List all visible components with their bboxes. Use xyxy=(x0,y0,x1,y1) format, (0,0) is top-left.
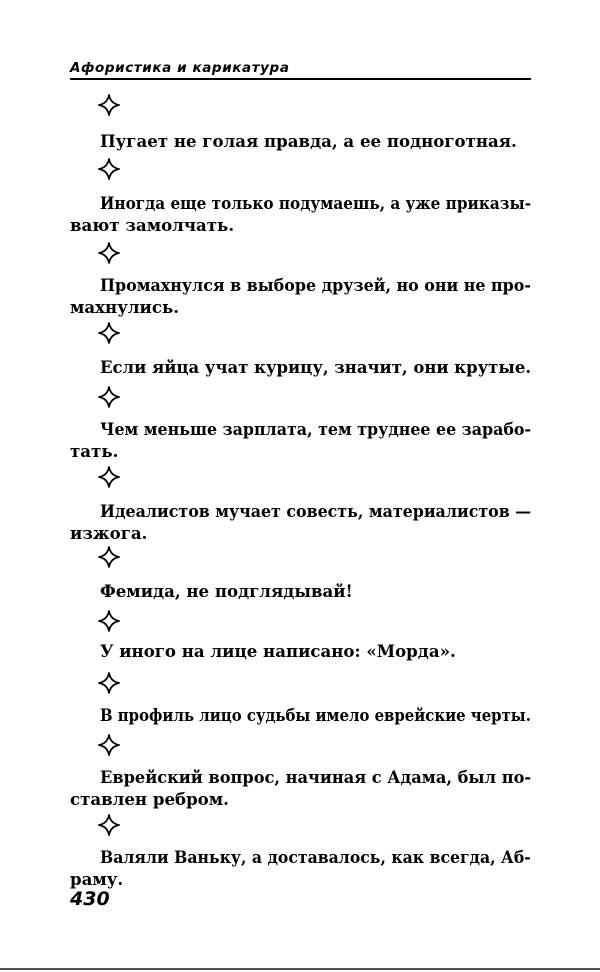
four-point-star-icon xyxy=(98,814,120,836)
four-point-star-icon xyxy=(98,672,120,694)
aphorism-3 xyxy=(70,274,531,318)
aphorism-line: вают замолчать. xyxy=(70,215,235,235)
aphorism-9 xyxy=(100,704,531,726)
aphorism-4 xyxy=(100,356,531,378)
four-point-star-icon xyxy=(98,94,120,116)
four-point-star-icon xyxy=(98,734,120,756)
four-point-star-icon xyxy=(98,386,120,408)
aphorism-line: Промахнулся в выборе друзей, но они не про- xyxy=(100,275,531,295)
aphorism-5 xyxy=(70,418,532,462)
four-point-star-icon xyxy=(98,242,120,264)
header-title: Афористика и карикатура xyxy=(70,60,290,76)
aphorism-line: тать. xyxy=(70,441,119,461)
aphorism-11 xyxy=(70,846,531,890)
four-point-star-icon xyxy=(98,610,120,632)
aphorism-line: Валяли Ваньку, а доставалось, как всегда, Аб- xyxy=(100,847,531,867)
aphorism-line: Еврейский вопрос, начиная с Адама, был по- xyxy=(100,767,532,787)
aphorism-line: изжога. xyxy=(70,523,148,543)
aphorism-2 xyxy=(70,192,532,236)
aphorism-line: ставлен ребром. xyxy=(70,789,229,809)
four-point-star-icon xyxy=(98,466,120,488)
aphorism-line: Иногда еще только подумаешь, а уже приказы- xyxy=(100,193,532,213)
aphorism-line: раму. xyxy=(70,869,124,889)
four-point-star-icon xyxy=(98,158,120,180)
four-point-star-icon xyxy=(98,322,120,344)
page-number: 430 xyxy=(70,888,110,910)
aphorism-1 xyxy=(100,130,531,152)
aphorism-line: Фемида, не подглядывай! xyxy=(100,581,353,601)
aphorism-line: Пугает не голая правда, а ее подноготная. xyxy=(100,131,517,151)
aphorism-7 xyxy=(100,580,531,602)
aphorism-line: Идеалистов мучает совесть, материалистов — xyxy=(100,501,532,521)
aphorism-6 xyxy=(70,500,532,544)
aphorism-10 xyxy=(70,766,532,810)
aphorism-line: Чем меньше зарплата, тем труднее ее зарабо- xyxy=(100,419,532,439)
aphorism-line: Если яйца учат курицу, значит, они крутые. xyxy=(100,357,532,377)
aphorism-line: махнулись. xyxy=(70,297,179,317)
aphorism-line: В профиль лицо судьбы имело еврейские черты. xyxy=(100,705,531,725)
aphorism-line: У иного на лице написано: «Морда». xyxy=(100,641,456,661)
aphorism-8 xyxy=(100,640,531,662)
four-point-star-icon xyxy=(98,546,120,568)
page-edge-divider xyxy=(0,968,600,970)
running-header xyxy=(70,58,531,80)
